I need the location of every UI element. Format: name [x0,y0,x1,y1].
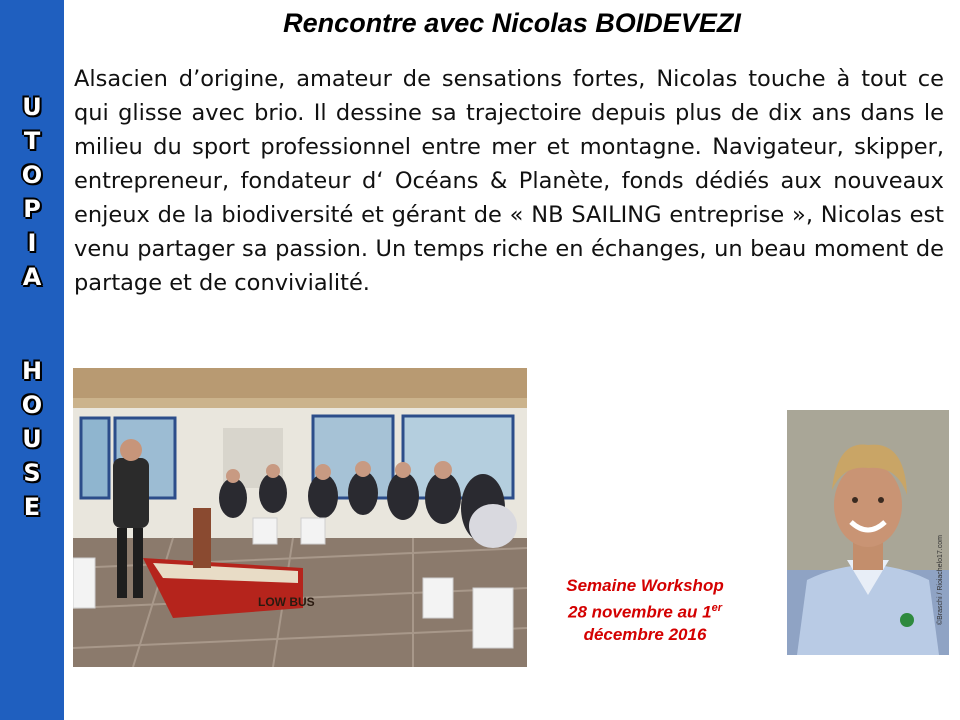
sidebar-letter: S [23,459,41,487]
photo-credit: ©Braschi / Rioiachelo17.com [937,535,944,625]
page-title: Rencontre avec Nicolas BOIDEVEZI [283,8,741,38]
portrait-photo [787,410,949,655]
workshop-caption [540,575,750,646]
sidebar-letter: O [21,161,43,189]
workshop-title: Semaine Workshop [566,576,724,595]
workshop-dates-end: décembre 2016 [583,624,707,644]
sidebar-letter: I [27,229,37,257]
boat-name-text: LOW BUS [258,595,315,609]
workshop-dates-ordinal: er [711,602,723,614]
sidebar-letter: P [23,195,41,223]
body-paragraph: Alsacien d’origine, amateur de sensations fortes, Nicolas touche à tout ce qui glisse avec brio. Il dessine sa trajectoire depuis plus de dix ans dans le milieu du sport professionnel entre mer et montagne. Navigateur, skipper, entrepreneur, fondateur d‘ Océans & Planète, fonds dédiés aux nouveaux enjeux de la biodiversité et gérant de « NB SAILING entreprise », Nicolas est venu partager sa passion. Un temps riche en échanges, un beau moment de partage et de convivialité. [74,66,944,296]
sidebar-banner [0,0,64,720]
sidebar-letter: H [21,357,43,385]
sidebar-vertical-text [0,90,64,524]
sidebar-letter: E [23,493,41,521]
sidebar-letter: U [22,425,42,453]
sidebar-letter: T [23,127,41,155]
workshop-group-photo [73,368,527,667]
workshop-dates-start: 28 novembre au 1 [567,602,712,622]
workshop-dates-line [540,597,750,624]
sidebar-letter: O [21,391,43,419]
sidebar-letter: A [22,263,42,291]
sidebar-letter: U [22,93,42,121]
